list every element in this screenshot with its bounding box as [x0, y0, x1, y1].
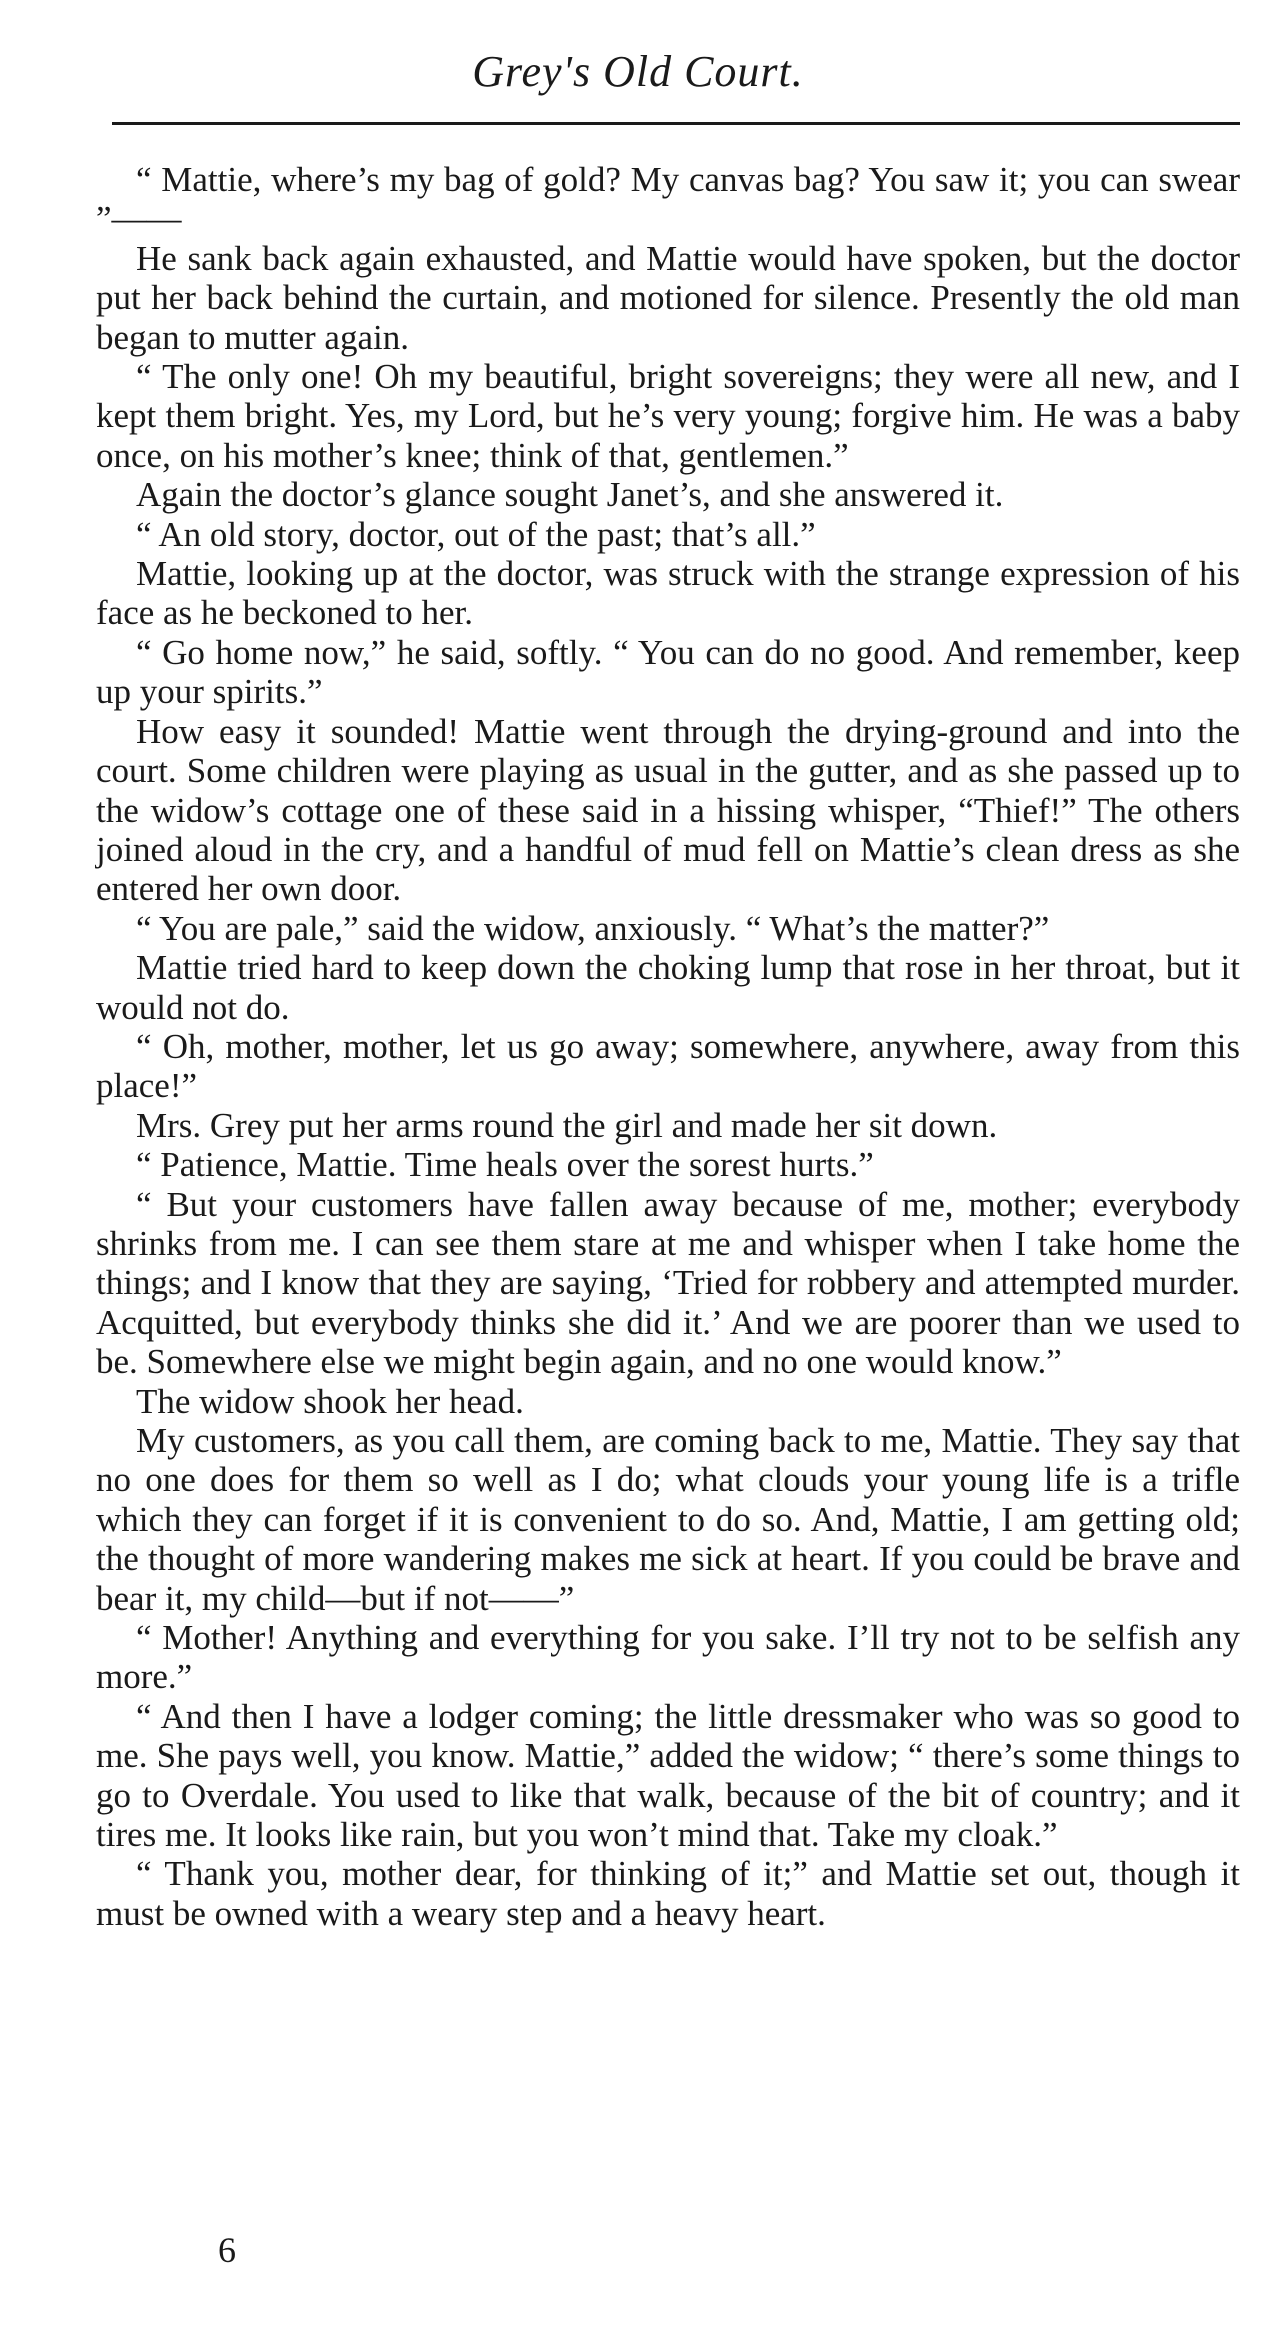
paragraph: Again the doctor’s glance sought Janet’s, and she answered it.: [136, 475, 1004, 515]
paragraph: How easy it sounded! Mattie went through the drying-ground and into the court. Some children were playing as usual in the gutter, and as she passed up to the widow’s cottage one of these said in a hissing whisper, “Thief!” The others joined aloud in the cry, and a handful of mud fell on Mattie’s clean dress as she entered her own door.: [96, 711, 1240, 909]
paragraph: He sank back again exhausted, and Mattie would have spoken, but the doctor put her back behind the curtain, and motioned for silence. Presently the old man began to mutter again.: [96, 238, 1240, 357]
paragraph: “ The only one! Oh my beautiful, bright sovereigns; they were all new, and I kept them bright. Yes, my Lord, but he’s very young; forgive him. He was a baby once, on his mother’s knee; think of that, gentlemen.”: [96, 357, 1240, 475]
paragraph: “ Oh, mother, mother, let us go away; somewhere, anywhere, away from this place!”: [96, 1026, 1240, 1106]
paragraph: “ Mother! Anything and everything for you sake. I’ll try not to be selfish any more.”: [96, 1618, 1240, 1697]
paragraph: “ You are pale,” said the widow, anxiously. “ What’s the matter?”: [136, 908, 1050, 948]
paragraph: “ Patience, Mattie. Time heals over the sorest hurts.”: [136, 1145, 874, 1185]
paragraph: “ Mattie, where’s my bag of gold? My canvas bag? You saw it; you can swear ”——: [96, 160, 1240, 239]
paragraph: “ And then I have a lodger coming; the little dressmaker who was so good to me. She pays well, you know. Mattie,” added the widow; “ there’s some things to go to Overdale. You used to like that walk, because of the bit of country; and it tires me. It looks like rain, but you won’t mind that. Take my cloak.”: [96, 1696, 1240, 1855]
page-number: 6: [218, 2230, 236, 2270]
paragraph: My customers, as you call them, are coming back to me, Mattie. They say that no one does for them so well as I do; what clouds your young life is a trifle which they can forget if it is convenient to do so. And, Mattie, I am getting old; the thought of more wandering makes me sick at heart. If you could be brave and bear it, my child—but if not——”: [96, 1421, 1240, 1618]
paragraph: “ Go home now,” he said, softly. “ You can do no good. And remember, keep up your spirits.”: [96, 632, 1240, 712]
paragraph: “ An old story, doctor, out of the past; that’s all.”: [136, 514, 816, 554]
running-title: Grey's Old Court.: [472, 47, 804, 96]
paragraph: The widow shook her head.: [136, 1381, 524, 1421]
header-rule: [112, 122, 1240, 125]
paragraph: Mattie, looking up at the doctor, was struck with the strange expression of his face as he beckoned to her.: [96, 554, 1240, 633]
paragraph: Mrs. Grey put her arms round the girl and made her sit down.: [136, 1105, 998, 1145]
paragraph: Mattie tried hard to keep down the choking lump that rose in her throat, but it would not do.: [96, 948, 1240, 1027]
body-text: [96, 160, 1240, 1933]
paragraph: “ But your customers have fallen away because of me, mother; everybody shrinks from me. I can see them stare at me and whisper when I take home the things; and I know that they are saying, ‘Tried for robbery and attempted murder. Acquitted, but everybody thinks she did it.’ And we are poorer than we used to be. Somewhere else we might begin again, and no one would know.”: [96, 1184, 1240, 1382]
paragraph: “ Thank you, mother dear, for thinking of it;” and Mattie set out, though it must be owned with a weary step and a heavy heart.: [96, 1854, 1240, 1933]
